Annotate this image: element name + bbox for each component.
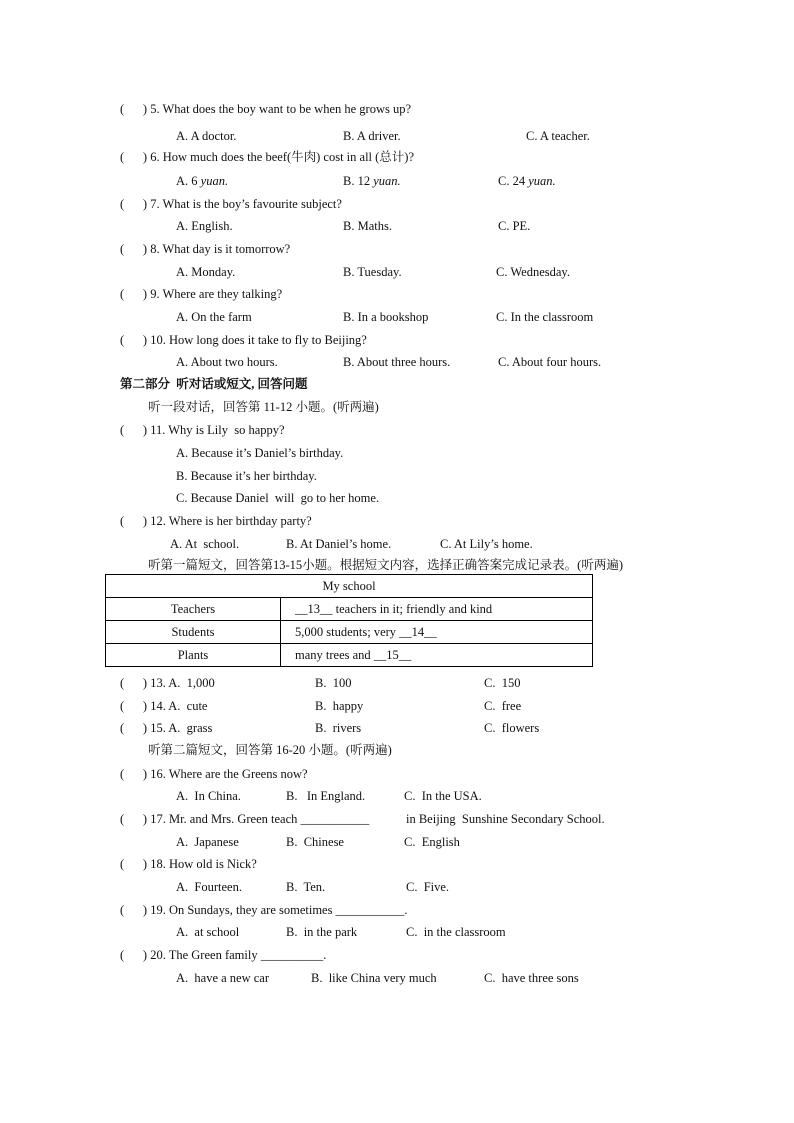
q17-option-c: C. English <box>404 835 460 849</box>
question-17-tail: in Beijing Sunshine Secondary School. <box>406 812 605 826</box>
q15-option-c: C. flowers <box>484 721 540 735</box>
table-row <box>106 621 593 644</box>
part-2-title: 第二部分 听对话或短文, 回答问题 <box>120 377 308 391</box>
question-12: ( ) 12. Where is her birthday party? <box>120 514 312 528</box>
q7-option-a: A. English. <box>176 219 233 233</box>
instruction-11-12: 听一段对话，回答第 11-12 小题。(听两遍) <box>148 400 379 414</box>
question-16: ( ) 16. Where are the Greens now? <box>120 767 308 781</box>
q18-option-b: B. Ten. <box>286 880 326 894</box>
q12-option-b: B. At Daniel’s home. <box>286 537 392 551</box>
q12-option-a: A. At school. <box>170 537 240 551</box>
q20-option-b: B. like China very much <box>311 971 437 985</box>
q5-option-c: C. A teacher. <box>526 129 590 143</box>
q15-option-b: B. rivers <box>315 721 362 735</box>
table-row-label: Plants <box>106 644 281 667</box>
q17-option-b: B. Chinese <box>286 835 344 849</box>
question-11: ( ) 11. Why is Lily so happy? <box>120 423 285 437</box>
q11-option-c: C. Because Daniel will go to her home. <box>176 491 380 505</box>
table-title: My school <box>106 575 593 598</box>
q6-option-b: B. 12 yuan. <box>343 174 401 188</box>
q17-option-a: A. Japanese <box>176 835 239 849</box>
q9-option-b: B. In a bookshop <box>343 310 429 324</box>
table-row-value: 5,000 students; very __14__ <box>281 621 593 644</box>
question-17: ( ) 17. Mr. and Mrs. Green teach ___________ <box>120 812 370 826</box>
table-row-label: Students <box>106 621 281 644</box>
question-9: ( ) 9. Where are they talking? <box>120 287 283 301</box>
q19-option-c: C. in the classroom <box>406 925 506 939</box>
table-row-value: many trees and __15__ <box>281 644 593 667</box>
q8-option-a: A. Monday. <box>176 265 236 279</box>
q14-option-c: C. free <box>484 699 522 713</box>
q7-option-b: B. Maths. <box>343 219 392 233</box>
q6-option-c: C. 24 yuan. <box>498 174 556 188</box>
question-15: ( ) 15. A. grass <box>120 721 213 735</box>
question-6: ( ) 6. How much does the beef(牛肉) cost in all (总计)? <box>120 150 415 164</box>
q6-option-a: A. 6 yuan. <box>176 174 229 188</box>
q14-option-b: B. happy <box>315 699 364 713</box>
question-14: ( ) 14. A. cute <box>120 699 208 713</box>
instruction-16-20: 听第二篇短文，回答第 16-20 小题。(听两遍) <box>148 743 392 757</box>
question-13: ( ) 13. A. 1,000 <box>120 676 215 690</box>
q16-option-a: A. In China. <box>176 789 241 803</box>
q10-option-b: B. About three hours. <box>343 355 451 369</box>
q5-option-b: B. A driver. <box>343 129 401 143</box>
q10-option-c: C. About four hours. <box>498 355 602 369</box>
q20-option-c: C. have three sons <box>484 971 579 985</box>
table-row-value: __13__ teachers in it; friendly and kind <box>281 598 593 621</box>
q8-option-b: B. Tuesday. <box>343 265 402 279</box>
table-row-label: Teachers <box>106 598 281 621</box>
question-10: ( ) 10. How long does it take to fly to Beijing? <box>120 333 367 347</box>
q9-option-c: C. In the classroom <box>496 310 594 324</box>
record-table <box>105 574 593 667</box>
question-8: ( ) 8. What day is it tomorrow? <box>120 242 291 256</box>
q10-option-a: A. About two hours. <box>176 355 278 369</box>
q11-option-b: B. Because it’s her birthday. <box>176 469 317 483</box>
question-20: ( ) 20. The Green family __________. <box>120 948 327 962</box>
q13-option-b: B. 100 <box>315 676 352 690</box>
q16-option-b: B. In England. <box>286 789 366 803</box>
question-19: ( ) 19. On Sundays, they are sometimes ___________. <box>120 903 408 917</box>
q20-option-a: A. have a new car <box>176 971 270 985</box>
q5-option-a: A. A doctor. <box>176 129 237 143</box>
q9-option-a: A. On the farm <box>176 310 252 324</box>
q19-option-a: A. at school <box>176 925 240 939</box>
q7-option-c: C. PE. <box>498 219 531 233</box>
q16-option-c: C. In the USA. <box>404 789 482 803</box>
q12-option-c: C. At Lily’s home. <box>440 537 533 551</box>
q19-option-b: B. in the park <box>286 925 358 939</box>
question-18: ( ) 18. How old is Nick? <box>120 857 257 871</box>
table-row <box>106 644 593 667</box>
question-7: ( ) 7. What is the boy’s favourite subject? <box>120 197 342 211</box>
instruction-13-15: 听第一篇短文，回答第13-15小题。根据短文内容，选择正确答案完成记录表。(听两遍) <box>148 558 623 572</box>
q8-option-c: C. Wednesday. <box>496 265 570 279</box>
q18-option-c: C. Five. <box>406 880 450 894</box>
question-5: ( ) 5. What does the boy want to be when he grows up? <box>120 102 412 116</box>
q11-option-a: A. Because it’s Daniel’s birthday. <box>176 446 344 460</box>
q13-option-c: C. 150 <box>484 676 521 690</box>
table-row <box>106 598 593 621</box>
q18-option-a: A. Fourteen. <box>176 880 242 894</box>
